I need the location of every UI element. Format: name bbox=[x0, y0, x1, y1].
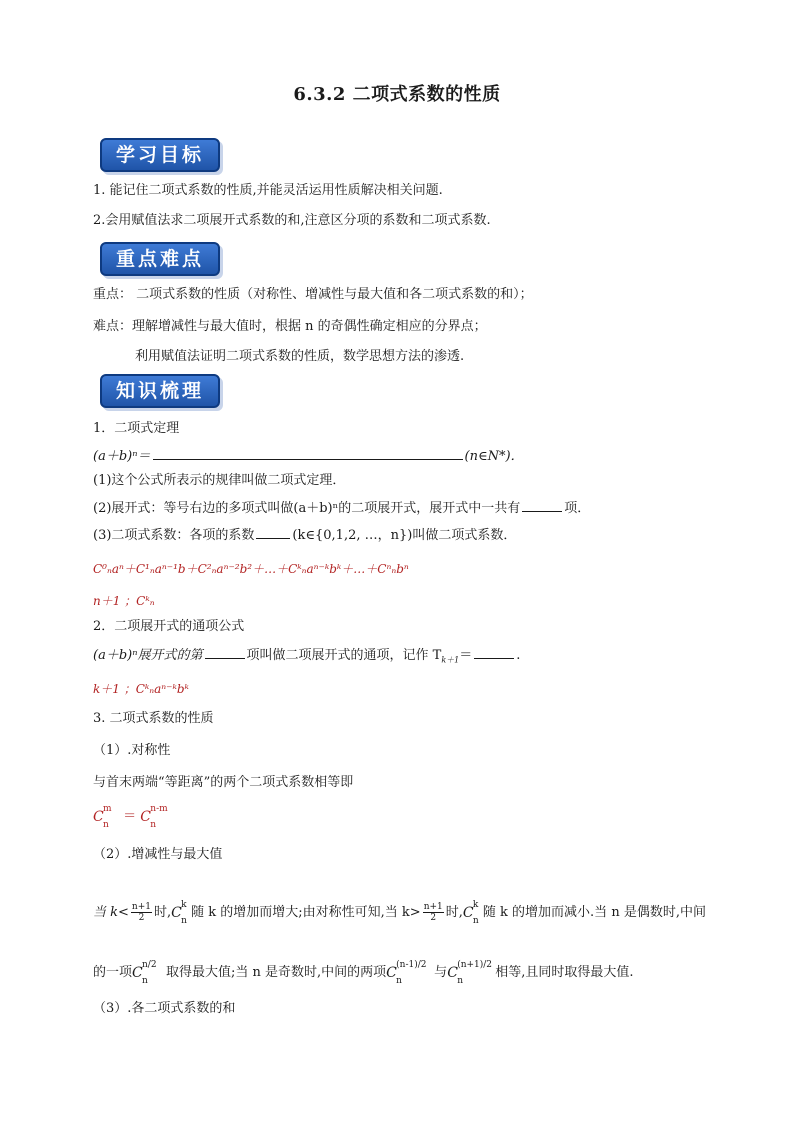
difficulty-text-2: 利用赋值法证明二项式系数的性质，数学思想方法的渗透. bbox=[135, 349, 465, 364]
section-3-title: 3. 二项式系数的性质 bbox=[93, 711, 214, 726]
general-term-line: (a＋b)ⁿ展开式的第 项叫做二项展开式的通项，记作 $T_{k+1}=$ . bbox=[93, 645, 520, 670]
section-badge-goals: 学习目标 bbox=[100, 138, 220, 172]
coefficient-definition-line bbox=[93, 525, 516, 545]
general-term-a: (a＋b)ⁿ展开式的第 bbox=[93, 648, 203, 663]
fill-blank-term-count bbox=[522, 498, 562, 512]
binom-c-nm-n: C n-m n bbox=[140, 803, 168, 830]
monotonic-text-a: 当 k< bbox=[93, 905, 129, 920]
property-monotonic-title: （2）.增减性与最大值 bbox=[93, 847, 223, 862]
difficulty-text-1: 难点：理解增减性与最大值时，根据 n 的奇偶性确定相应的分界点； bbox=[93, 319, 487, 334]
property-symmetry-title: （1）.对称性 bbox=[93, 743, 171, 758]
symmetry-equals: ＝ bbox=[123, 809, 137, 824]
fraction-n-plus-1-over-2: $\frac{n+1}{2}$ bbox=[131, 902, 151, 923]
symmetry-text: 与首末两端“等距离”的两个二项式系数相等即 bbox=[93, 775, 354, 790]
general-term-subscript: k＋1 bbox=[441, 655, 460, 665]
symmetry-formula bbox=[93, 803, 174, 830]
binomial-theorem-right: (n∈N*)． bbox=[464, 449, 524, 464]
binom-c-half-n-minus-1: C (n-1)/2 n bbox=[386, 959, 427, 986]
monotonic-line-2 bbox=[93, 959, 634, 986]
binom-c-m-n: C m n bbox=[93, 803, 112, 830]
binom-c-half-n: C n/2 n bbox=[132, 959, 157, 986]
page-title: 6.3.2 二项式系数的性质 bbox=[293, 84, 501, 105]
binomial-theorem-left: (a＋b)ⁿ＝ bbox=[93, 449, 151, 464]
fill-blank-term-index bbox=[205, 645, 245, 659]
goal-item-1: 1. 能记住二项式系数的性质,并能灵活运用性质解决相关问题. bbox=[93, 183, 443, 198]
monotonic-text-c: 随 k 的增加而增大;由对称性可知,当 k> bbox=[191, 905, 421, 920]
key-point-text: 重点： 二项式系数的性质（对称性、增减性与最大值和各二项式系数的和）； bbox=[93, 287, 533, 302]
general-term-c: ＝ bbox=[459, 648, 473, 663]
fill-blank-expansion bbox=[153, 446, 463, 460]
expansion-definition-b: 项． bbox=[564, 501, 591, 516]
monotonic-text-g: 取得最大值;当 n 是奇数时,中间的两项 bbox=[166, 965, 387, 980]
monotonic-text-i: 相等,且同时取得最大值. bbox=[495, 965, 634, 980]
monotonic-text-e: 随 k 的增加而减小.当 n 是偶数时,中间 bbox=[482, 905, 706, 920]
section-1-title: 1．二项式定理 bbox=[93, 421, 180, 436]
monotonic-text-f: 的一项 bbox=[93, 965, 133, 980]
binomial-theorem-line bbox=[93, 446, 524, 466]
coefficient-definition-b: (k∈{0,1,2, …，n})叫做二项式系数． bbox=[292, 528, 517, 543]
section-2-title: 2．二项展开式的通项公式 bbox=[93, 619, 245, 634]
general-term-b: 项叫做二项展开式的通项，记作 T bbox=[246, 648, 442, 663]
theorem-definition: (1)这个公式所表示的规律叫做二项式定理． bbox=[93, 473, 346, 488]
binom-c-k-n-second: C k n bbox=[462, 899, 479, 926]
monotonic-text-b: 时, bbox=[153, 905, 172, 920]
property-sum-title: （3）.各二项式系数的和 bbox=[93, 1001, 236, 1016]
fraction-n-plus-1-over-2-second: $\frac{n+1}{2}$ bbox=[423, 902, 443, 923]
answer-term-count: n＋1 ；Cᵏₙ bbox=[93, 594, 155, 608]
fill-blank-general-term bbox=[474, 645, 514, 659]
monotonic-text-h: 与 bbox=[434, 965, 448, 980]
section-badge-keypoints: 重点难点 bbox=[100, 242, 220, 276]
monotonic-line-1 bbox=[93, 899, 706, 926]
binom-c-k-n: C k n bbox=[171, 899, 187, 926]
section-badge-knowledge: 知识梳理 bbox=[100, 374, 220, 408]
expansion-definition-a: (2)展开式：等号右边的多项式叫做(a＋b)ⁿ的二项展开式，展开式中一共有 bbox=[93, 501, 521, 516]
coefficient-definition-a: (3)二项式系数：各项的系数 bbox=[93, 528, 255, 543]
goal-item-2: 2.会用赋值法求二项展开式系数的和,注意区分项的系数和二项式系数. bbox=[93, 213, 491, 228]
binom-c-half-n-plus-1: C (n+1)/2 n bbox=[447, 959, 493, 986]
answer-expansion: C⁰ₙaⁿ＋C¹ₙaⁿ⁻¹b＋C²ₙaⁿ⁻²b²＋…＋Cᵏₙaⁿ⁻ᵏbᵏ＋…＋Cⁿₙbⁿ bbox=[93, 562, 409, 576]
fill-blank-coefficient bbox=[256, 525, 290, 539]
monotonic-text-d: 时, bbox=[445, 905, 463, 920]
answer-general-term: k＋1 ；Cᵏₙaⁿ⁻ᵏbᵏ bbox=[93, 682, 189, 696]
expansion-definition-line bbox=[93, 498, 590, 518]
